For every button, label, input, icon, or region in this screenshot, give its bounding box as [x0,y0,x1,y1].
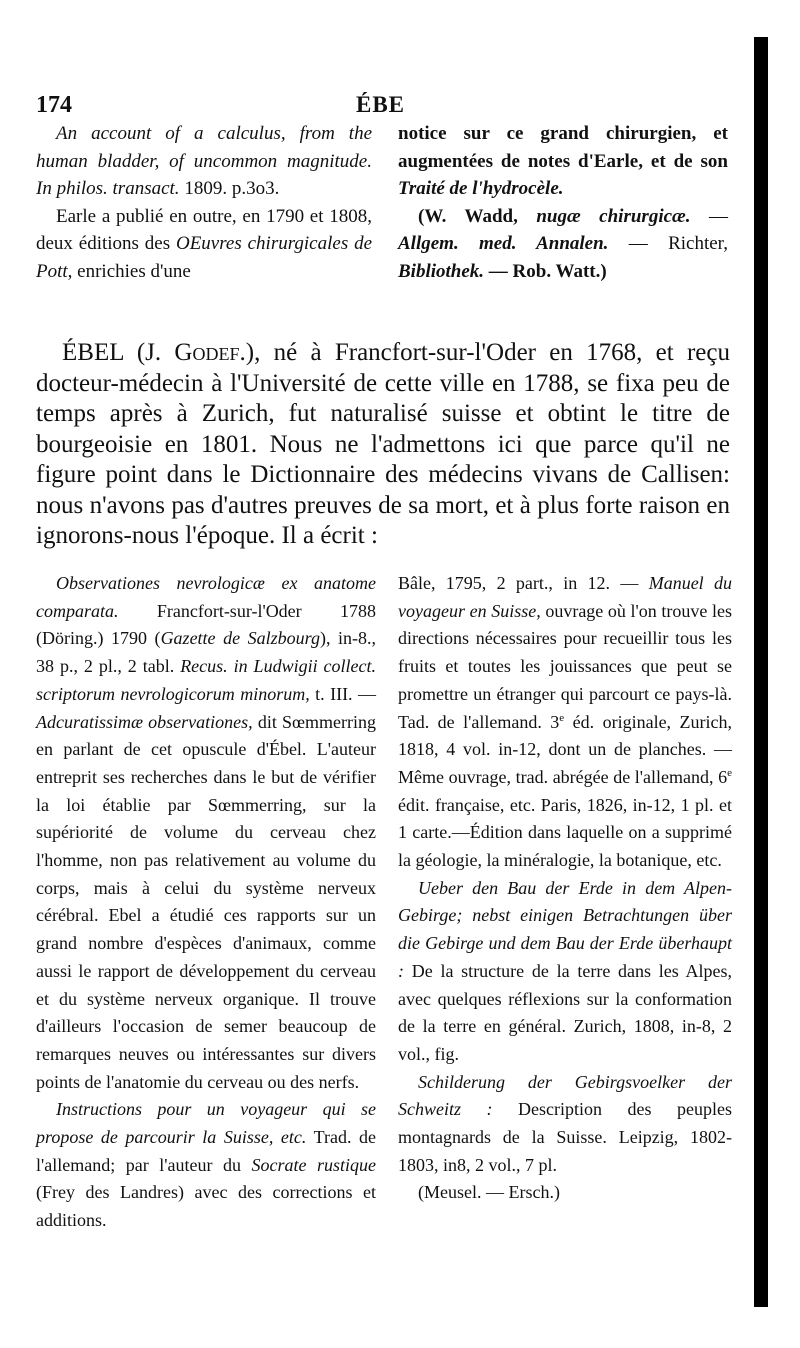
top-left-column [36,120,372,285]
earle-sources [398,203,728,286]
work-text: Description des peuples montagnards de la Suisse. Leipzig, 1802-1803, in8, 2 vol., 7 pl. [398,1099,732,1175]
paragraph-text: , enrichies d'une [67,260,191,282]
work-title: Traité de l'hydrocèle. [398,178,564,199]
work-ref: 1809. p.3o3. [184,178,280,199]
source-title: Bibliothek. [398,260,485,282]
page-header [36,92,730,122]
work-title: Ueber den Bau der Erde in dem Alpen-Gebirge; nebst einigen Betrachtungen über die Gebirge und dem Bau der Erde überhaupt : [398,877,732,981]
work-title: Observationes nevrologicæ ex anatome comparata. [36,573,376,621]
work-text: ouvrage où l'on trouve les directions nécessaires pour recueillir tous les fruits et toutes les jouissances que peut se promettre un étranger qui parcourt ce pays-là. Tad. de l'allemand. 3 [398,600,732,732]
work-text: t. III. — [315,683,376,704]
source-text: — [709,205,728,227]
work-text: dit Sœmmerring en parlant de cet opuscule d'Ébel. L'auteur entreprit ses recherches dans le but de vérifier la loi établie par Sœmmerring, sur la supériorité de volume du cerveau chez l'homme, non pas relativement au volume du corps, mais à celui du système nerveux cérébral. Ebel a étudié ces rapports sur un grand nombre d'espèces d'animaux, comme aussi le rapport de développement du cerveau et du système nerveux organique. Il trouve d'ailleurs l'occasion de semer beaucoup de remarques neuves ou intéressantes sur divers points de l'anatomie du cerveau ou des nerfs. [36,711,377,1092]
work-text: éd. originale, Zurich, 1818, 4 vol. in-12, dont un de planches. — Même ouvrage, trad. abrégée de l'allemand, 6 [398,711,732,787]
work-title: OEuvres chirurgicales de Pott [36,233,373,282]
paragraph-text: Earle a publié en outre, en 1790 et 1808, deux éditions des [36,205,372,254]
earle-editions-paragraph [36,203,372,286]
work-text: Trad. de l'allemand; par l'auteur du [36,1127,376,1175]
source-text: — Rob. Watt.) [488,260,607,282]
work-text: (Frey des Landres) avec des corrections et additions. [36,1182,376,1231]
source-title: Allgem. med. Annalen. [398,233,609,254]
superscript: e [727,766,732,779]
work-title: Socrate rustique [251,1154,376,1175]
work-text: Bâle, 1795, 2 part., in 12. — [398,573,639,593]
paragraph-text: notice sur ce grand chirurgien, et augmentées de notes d'Earle, et de son [398,123,728,172]
superscript: e [559,711,565,724]
work-entry-observationes [36,570,376,1096]
biography-text: , né à Francfort-sur-l'Oder en 1768, et reçu docteur-médecin à l'Université de cette ville en 1788, se fixa peu de temps après à Zurich, fut naturalisé suisse et obtint le titre de bourgeoisie en 1801. Nous ne l'admettons ici que parce qu'il ne figure point dans le Dictionnaire des médecins vivans de Callisen: nous n'avons pas d'autres preuves de sa mort, et à plus forte raison en ignorons-nous l'époque. Il a écrit : [36,339,731,549]
work-text: ), in-8., 38 p., 2 pl., 2 tabl. [36,628,376,677]
work-title: Instructions pour un voyageur qui se propose de parcourir la Suisse, etc. [36,1099,376,1148]
top-right-column [398,120,728,285]
ebel-sources: (Meusel. — Ersch.) [418,1182,560,1203]
work-text: édit. française, etc. Paris, 1826, in-12, 1 pl. et 1 carte.—Édition dans laquelle on a supprimé la géologie, la minéralogie, la botanique, etc. [398,794,732,871]
work-entry-instructions [36,1096,376,1235]
source-text: — Richter, [628,233,728,254]
work-title: An account of a calculus, from the human bladder, of uncommon magnitude. In philos. transact. [36,123,372,199]
running-head: ÉBE [356,92,406,117]
entry-name: ÉBEL [62,339,124,366]
work-title: Gazette de Salzbourg [160,628,320,649]
source-text: (W. Wadd, [418,205,518,227]
work-text: De la structure de la terre dans les Alpes, avec quelques réflexions sur la conformation de la terre en général. Zurich, 1808, in-8, 2 vol., fig. [398,960,732,1064]
work-title: Adcuratissimæ observationes, [36,711,253,732]
continuation-paragraph [398,120,728,203]
bottom-left-column [36,570,376,1235]
work-entry-bau [398,875,732,1069]
work-entry-manuel [398,570,732,875]
scan-edge-bar [754,37,768,1307]
biography-paragraph [36,338,730,552]
ebel-biography [36,338,730,552]
source-title: nugæ chirurgicæ. [536,205,691,227]
work-entry-schilderung [398,1069,732,1180]
bottom-right-column [398,570,732,1207]
earle-work-entry [36,120,372,203]
work-text: Francfort-sur-l'Oder 1788 (Döring.) 1790 ( [36,600,377,649]
work-title: Manuel du voyageur en Suisse, [398,573,733,621]
work-title: Recus. in Ludwigii collect. scriptorum nevrologicorum minorum, [36,656,376,704]
entry-given-name: (J. Godef.) [136,339,255,366]
page-number: 174 [36,92,72,118]
work-title: Schilderung der Gebirgsvoelker der Schweitz : [398,1071,732,1120]
